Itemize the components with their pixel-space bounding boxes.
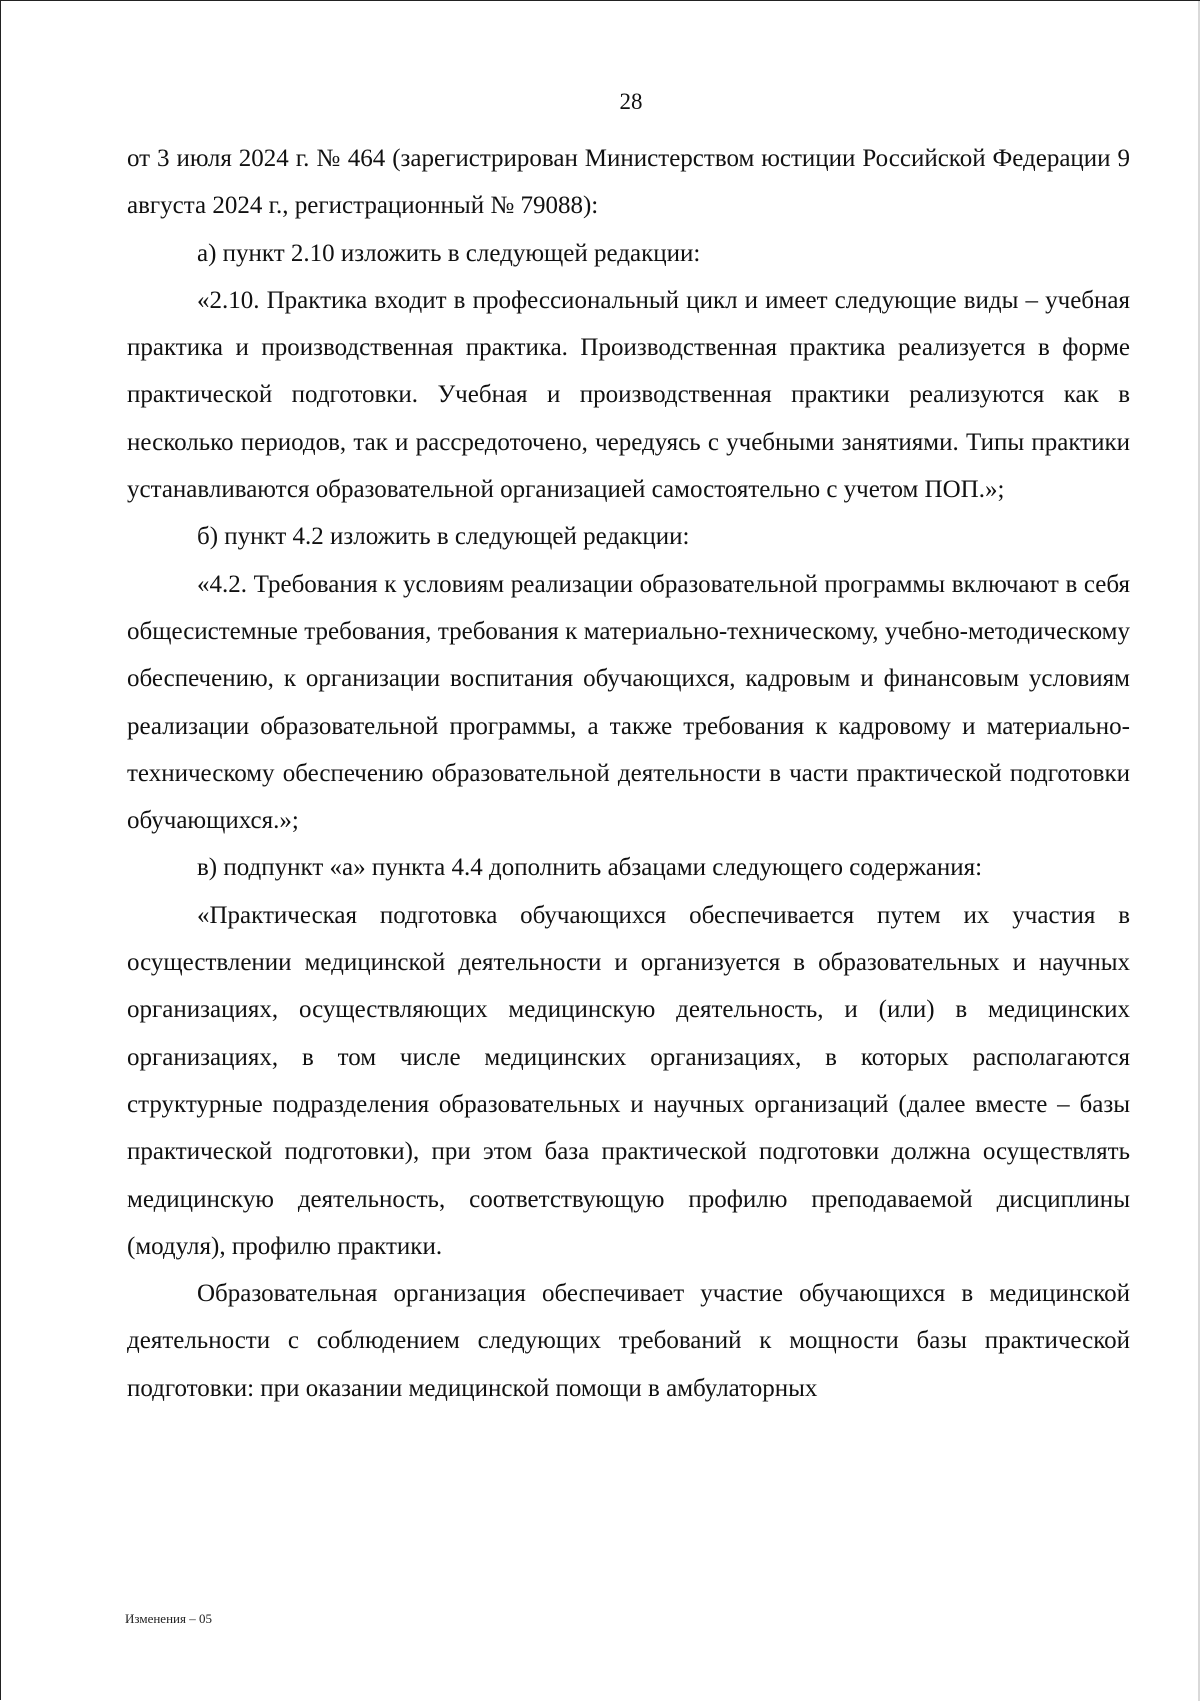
paragraph-item-a: а) пункт 2.10 изложить в следующей редакции: <box>197 239 701 267</box>
paragraph-capacity-requirements: Образовательная организация обеспечивает участие обучающихся в медицинской деятельности с соблюдением следующих требований к мощности базы практической подготовки: при оказании медицинской помощи в амбулаторных <box>127 1280 1130 1402</box>
footer-revision: Изменения – 05 <box>125 1611 212 1626</box>
paragraph-order-reference: от 3 июля 2024 г. № 464 (зарегистрирован Министерством юстиции Российской Федерации 9 августа 2024 г., регистрационный № 79088): <box>127 145 1130 220</box>
paragraph-item-b: б) пункт 4.2 изложить в следующей редакции: <box>197 523 690 551</box>
paragraph-clause-4-2: «4.2. Требования к условиям реализации образовательной программы включают в себя общесистемные требования, требования к материально-техническому, учебно-методическому обеспечению, к организации воспитания обучающихся, кадровым и финансовым условиям реализации образовательной программы, а также требования к кадровому и материально-техническому обеспечению образовательной деятельности в части практической подготовки обучающихся.»; <box>127 570 1130 835</box>
page-number: 28 <box>619 89 643 114</box>
document-body <box>127 135 1130 1412</box>
paragraph-clause-2-10: «2.10. Практика входит в профессиональный цикл и имеет следующие виды – учебная практика и производственная практика. Производственная практика реализуется в форме практической подготовки. Учебная и производственная практики реализуются как в несколько периодов, так и рассредоточено, чередуясь с учебными занятиями. Типы практики устанавливаются образовательной организацией самостоятельно с учетом ПОП.»; <box>127 286 1130 504</box>
paragraph-item-v: в) подпункт «а» пункта 4.4 дополнить абзацами следующего содержания: <box>197 854 983 882</box>
paragraph-practical-training: «Практическая подготовка обучающихся обеспечивается путем их участия в осуществлении медицинской деятельности и организуется в образовательных и научных организациях, осуществляющих медицинскую деятельность, и (или) в медицинских организациях, в том числе медицинских организациях, в которых располагаются структурные подразделения образовательных и научных организаций (далее вместе – базы практической подготовки), при этом база практической подготовки должна осуществлять медицинскую деятельность, соответствующую профилю преподаваемой дисциплины (модуля), профилю практики. <box>127 901 1130 1260</box>
